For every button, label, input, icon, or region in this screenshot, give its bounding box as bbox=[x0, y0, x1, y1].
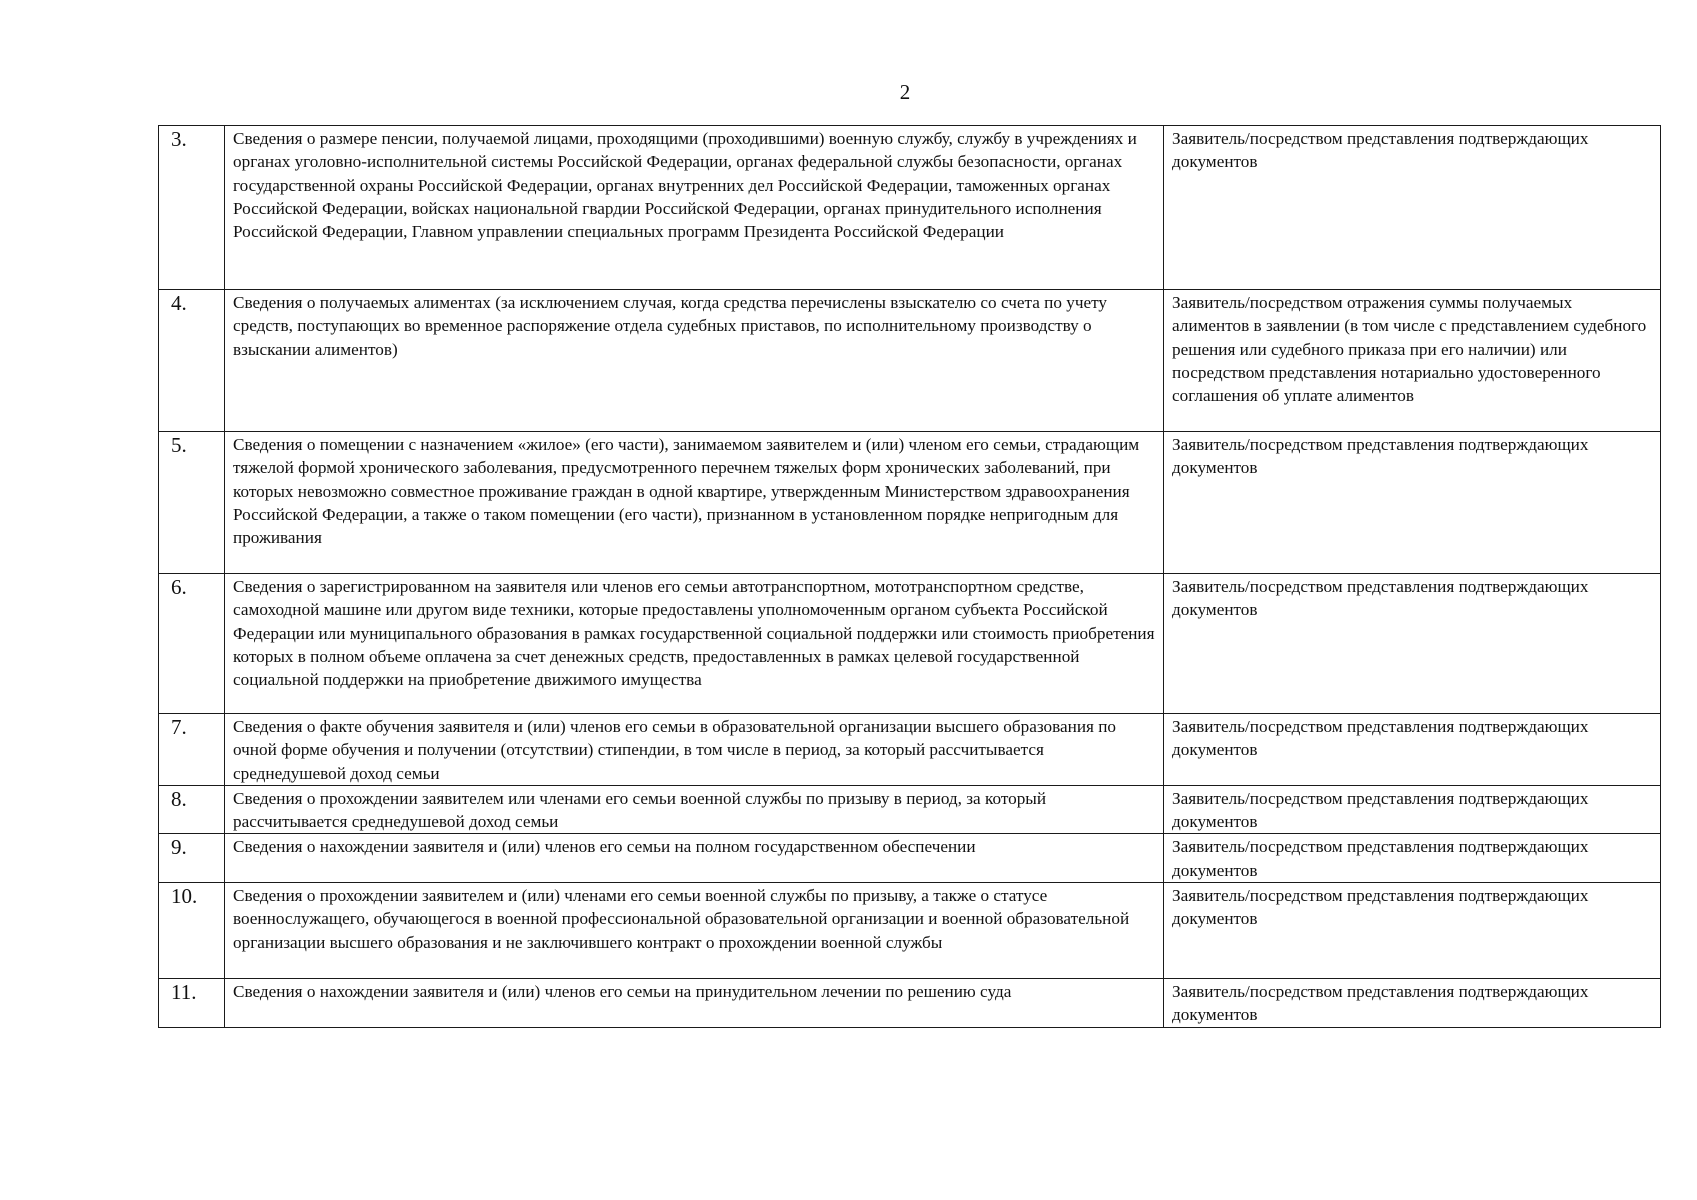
table-row bbox=[159, 883, 1661, 979]
row-source: Заявитель/посредством представления подтверждающих документов bbox=[1164, 979, 1661, 1028]
row-number: 9. bbox=[159, 834, 225, 883]
page-number: 2 bbox=[899, 80, 911, 104]
row-number: 10. bbox=[159, 883, 225, 979]
row-source: Заявитель/посредством представления подтверждающих документов bbox=[1164, 785, 1661, 834]
row-description: Сведения о прохождении заявителем или членами его семьи военной службы по призыву в период, за который рассчитывается среднедушевой доход семьи bbox=[225, 785, 1164, 834]
table-row bbox=[159, 126, 1661, 290]
table-row bbox=[159, 979, 1661, 1028]
row-number: 3. bbox=[159, 126, 225, 290]
row-source: Заявитель/посредством представления подтверждающих документов bbox=[1164, 432, 1661, 574]
row-source: Заявитель/посредством отражения суммы получаемых алиментов в заявлении (в том числе с представлением судебного решения или судебного приказа при его наличии) или посредством представления нотариально удостоверенного соглашения об уплате алиментов bbox=[1164, 290, 1661, 432]
row-description: Сведения о получаемых алиментах (за исключением случая, когда средства перечислены взыскателю со счета по учету средств, поступающих во временное распоряжение отдела судебных приставов, по исполнительному производству о взыскании алиментов) bbox=[225, 290, 1164, 432]
row-number: 5. bbox=[159, 432, 225, 574]
row-source: Заявитель/посредством представления подтверждающих документов bbox=[1164, 883, 1661, 979]
row-number: 7. bbox=[159, 714, 225, 786]
row-description: Сведения о зарегистрированном на заявителя или членов его семьи автотранспортном, мототранспортном средстве, самоходной машине или другом виде техники, которые предоставлены уполномоченным органом субъекта Российской Федерации или муниципального образования в рамках государственной социальной поддержки или стоимость приобретения которых в полном объеме оплачена за счет денежных средств, предоставленных в рамках целевой государственной социальной поддержки на приобретение движимого имущества bbox=[225, 574, 1164, 714]
row-source: Заявитель/посредством представления подтверждающих документов bbox=[1164, 126, 1661, 290]
row-number: 11. bbox=[159, 979, 225, 1028]
row-source: Заявитель/посредством представления подтверждающих документов bbox=[1164, 834, 1661, 883]
row-description: Сведения о нахождении заявителя и (или) членов его семьи на принудительном лечении по решению суда bbox=[225, 979, 1164, 1028]
table-row bbox=[159, 714, 1661, 786]
row-description: Сведения о нахождении заявителя и (или) членов его семьи на полном государственном обеспечении bbox=[225, 834, 1164, 883]
row-description: Сведения о факте обучения заявителя и (или) членов его семьи в образовательной организации высшего образования по очной форме обучения и получении (отсутствии) стипендии, в том числе в период, за который рассчитывается среднедушевой доход семьи bbox=[225, 714, 1164, 786]
row-number: 6. bbox=[159, 574, 225, 714]
table-row bbox=[159, 785, 1661, 834]
table-row bbox=[159, 432, 1661, 574]
table-row bbox=[159, 834, 1661, 883]
row-description: Сведения о размере пенсии, получаемой лицами, проходящими (проходившими) военную службу, службу в учреждениях и органах уголовно-исполнительной системы Российской Федерации, органах федеральной службы безопасности, органах государственной охраны Российской Федерации, органах внутренних дел Российской Федерации, таможенных органах Российской Федерации, войсках национальной гвардии Российской Федерации, органах принудительного исполнения Российской Федерации, Главном управлении специальных программ Президента Российской Федерации bbox=[225, 126, 1164, 290]
row-source: Заявитель/посредством представления подтверждающих документов bbox=[1164, 574, 1661, 714]
table-row bbox=[159, 290, 1661, 432]
row-number: 4. bbox=[159, 290, 225, 432]
row-number: 8. bbox=[159, 785, 225, 834]
documents-table bbox=[158, 125, 1661, 1028]
table-row bbox=[159, 574, 1661, 714]
row-description: Сведения о прохождении заявителем и (или) членами его семьи военной службы по призыву, а также о статусе военнослужащего, обучающегося в военной профессиональной образовательной организации и военной образовательной организации высшего образования и не заключившего контракт о прохождении военной службы bbox=[225, 883, 1164, 979]
row-description: Сведения о помещении с назначением «жилое» (его части), занимаемом заявителем и (или) членом его семьи, страдающим тяжелой формой хронического заболевания, предусмотренного перечнем тяжелых форм хронических заболеваний, при которых невозможно совместное проживание граждан в одной квартире, утвержденным Министерством здравоохранения Российской Федерации, а также о таком помещении (его части), признанном в установленном порядке непригодным для проживания bbox=[225, 432, 1164, 574]
row-source: Заявитель/посредством представления подтверждающих документов bbox=[1164, 714, 1661, 786]
